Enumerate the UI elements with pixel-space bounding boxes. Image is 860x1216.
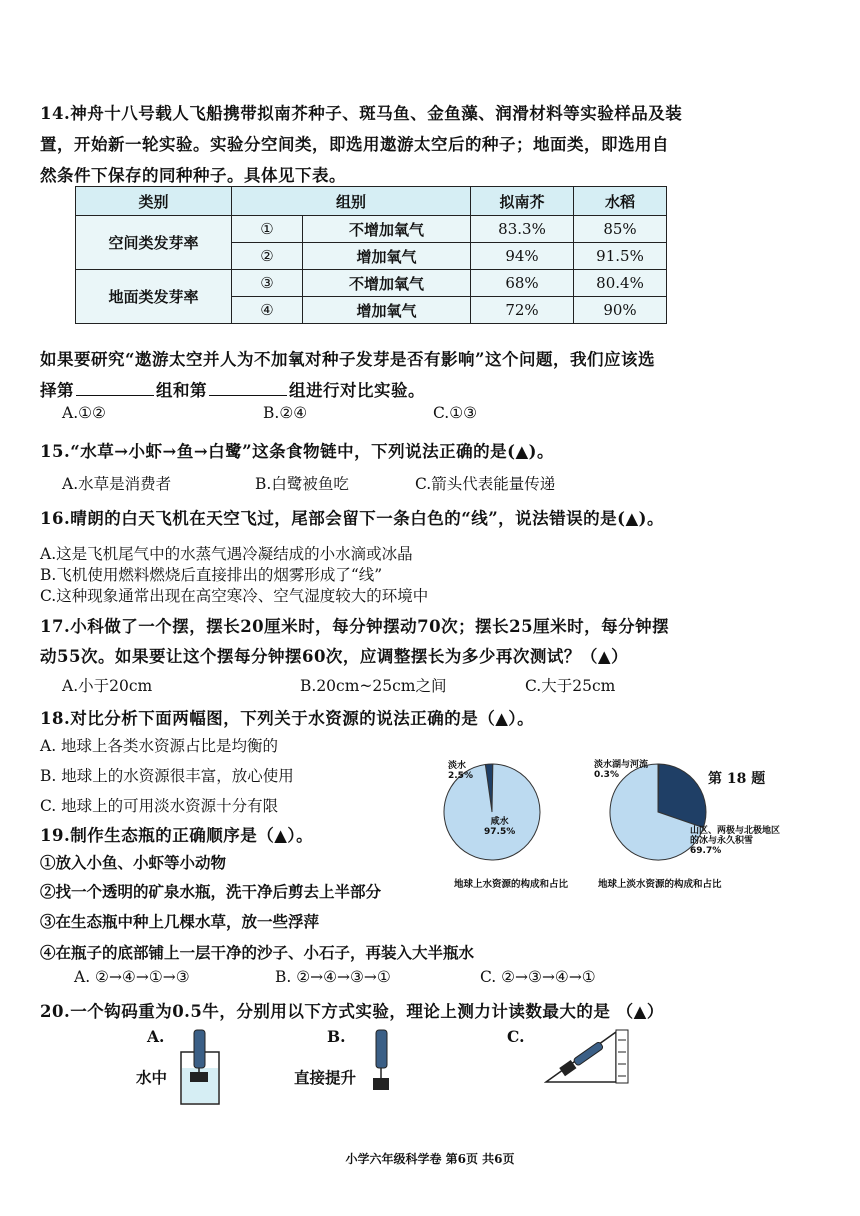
q19-step-3: ③在生态瓶中种上几棵水草，放一些浮萍 [40, 912, 320, 931]
table-cell-value: 72% [471, 297, 574, 324]
q14-option-b[interactable]: B.②④ [263, 404, 308, 422]
table-cell-value: 91.5% [574, 243, 667, 270]
table-header-arabidopsis: 拟南芥 [471, 187, 574, 216]
q16-stem: 16.晴朗的白天飞机在天空飞过，尾部会留下一条白色的“线”，说法错误的是(▲)。 [40, 509, 664, 528]
q20-stem: 20.一个钩码重为0.5牛，分别用以下方式实验，理论上测力计读数最大的是 （▲） [40, 1002, 664, 1021]
q15-option-c[interactable]: C.箭头代表能量传递 [415, 475, 556, 493]
table-header-group: 组别 [232, 187, 471, 216]
answer-blank-2[interactable] [209, 381, 287, 396]
beaker-spring-scale-illustration [176, 1028, 224, 1108]
pie1-caption: 地球上水资源的构成和占比 [454, 879, 569, 890]
table-cell-category: 地面类发芽率 [76, 270, 232, 324]
table-row [76, 270, 667, 297]
table-cell-value: 83.3% [471, 216, 574, 243]
q17-option-c[interactable]: C.大于25cm [525, 677, 616, 695]
table-cell-num: ① [232, 216, 303, 243]
q18-option-b[interactable]: B. 地球上的水资源很丰富，放心使用 [40, 767, 294, 785]
q17-stem-line1: 17.小科做了一个摆，摆长20厘米时，每分钟摆动70次；摆长25厘米时，每分钟摆 [40, 617, 670, 636]
table-cell-value: 80.4% [574, 270, 667, 297]
q16-option-b[interactable]: B.飞机使用燃料燃烧后直接排出的烟雾形成了“线” [40, 566, 383, 584]
q18-option-c[interactable]: C. 地球上的可用淡水资源十分有限 [40, 797, 279, 815]
q15-option-a[interactable]: A.水草是消费者 [62, 475, 172, 493]
q14-blank-mid: 组和第 [156, 381, 207, 400]
table-cell-condition: 增加氧气 [303, 297, 471, 324]
answer-blank-1[interactable] [76, 381, 154, 396]
q14-stem-line1: 14.神舟十八号载人飞船携带拟南芥种子、斑马鱼、金鱼藻、润滑材料等实验样品及装 [40, 104, 683, 123]
table-header-category: 类别 [76, 187, 232, 216]
q19-step-4: ④在瓶子的底部铺上一层干净的沙子、小石子，再装入大半瓶水 [40, 943, 475, 962]
table-header-rice: 水稻 [574, 187, 667, 216]
table-cell-value: 85% [574, 216, 667, 243]
table-cell-value: 68% [471, 270, 574, 297]
germination-table [75, 186, 667, 324]
q17-option-b[interactable]: B.20cm~25cm之间 [300, 677, 447, 695]
table-cell-condition: 不增加氧气 [303, 216, 471, 243]
q19-stem: 19.制作生态瓶的正确顺序是（▲）。 [40, 826, 314, 845]
q16-option-a[interactable]: A.这是飞机尾气中的水蒸气遇冷凝结成的小水滴或冰晶 [40, 545, 413, 563]
table-cell-num: ④ [232, 297, 303, 324]
pie1-label-salt: 咸水 97.5% [484, 817, 516, 837]
table-row [76, 216, 667, 243]
q17-stem-line2: 动55次。如果要让这个摆每分钟摆60次，应调整摆长为多少再次测试？（▲） [40, 647, 629, 666]
q15-option-b[interactable]: B.白鹭被鱼吃 [255, 475, 349, 493]
table-cell-value: 94% [471, 243, 574, 270]
table-cell-condition: 不增加氧气 [303, 270, 471, 297]
q15-stem: 15.“水草→小虾→鱼→白鹭”这条食物链中，下列说法正确的是(▲)。 [40, 442, 554, 461]
q20-option-c-label[interactable]: C. [507, 1027, 525, 1046]
page-footer: 小学六年级科学卷 第6页 共6页 [345, 1152, 515, 1166]
q14-stem-line3: 然条件下保存的同种种子。具体见下表。 [40, 166, 346, 185]
pie2-label-lakes: 淡水湖与河流0.3% [594, 760, 649, 780]
table-cell-num: ② [232, 243, 303, 270]
pie2-caption: 地球上淡水资源的构成和占比 [598, 879, 722, 890]
q20-caption-lift: 直接提升 [294, 1068, 357, 1087]
q19-option-a[interactable]: A. ②→④→①→③ [74, 968, 190, 986]
q14-blank-suffix: 组进行对比实验。 [289, 381, 425, 400]
direct-lift-spring-scale-illustration [366, 1028, 396, 1098]
pie1-label-fresh: 淡水 2.5% [448, 761, 473, 781]
q14-question-line: 如果要研究“遨游太空并人为不加氧对种子发芽是否有影响”这个问题，我们应该选 [40, 350, 655, 369]
inclined-plane-illustration [544, 1026, 632, 1086]
q16-option-c[interactable]: C.这种现象通常出现在高空寒冷、空气湿度较大的环境中 [40, 587, 429, 605]
table-cell-num: ③ [232, 270, 303, 297]
q20-option-a-label[interactable]: A. [147, 1027, 165, 1046]
pie2-label-ice: 山区、两极与北极地区的冰与永久积雪69.7% [690, 826, 781, 856]
table-cell-condition: 增加氧气 [303, 243, 471, 270]
q20-caption-water: 水中 [136, 1068, 168, 1087]
q18-stem: 18.对比分析下面两幅图，下列关于水资源的说法正确的是（▲）。 [40, 709, 535, 728]
q19-step-1: ①放入小鱼、小虾等小动物 [40, 853, 227, 872]
q14-blank-line [40, 377, 425, 401]
q14-option-a[interactable]: A.①② [62, 404, 106, 422]
q19-step-2: ②找一个透明的矿泉水瓶，洗干净后剪去上半部分 [40, 882, 382, 901]
q18-option-a[interactable]: A. 地球上各类水资源占比是均衡的 [40, 737, 279, 755]
q20-option-b-label[interactable]: B. [327, 1027, 346, 1046]
table-cell-category: 空间类发芽率 [76, 216, 232, 270]
q19-option-b[interactable]: B. ②→④→③→① [275, 968, 391, 986]
q14-stem-line2: 置，开始新一轮实验。实验分空间类，即选用遨游太空后的种子；地面类，即选用自 [40, 135, 669, 154]
q14-blank-prefix: 择第 [40, 381, 74, 400]
q17-option-a[interactable]: A.小于20cm [62, 677, 153, 695]
table-cell-value: 90% [574, 297, 667, 324]
q18-tag: 第 18 题 [708, 771, 766, 787]
q14-option-c[interactable]: C.①③ [433, 404, 478, 422]
q19-option-c[interactable]: C. ②→③→④→① [480, 968, 596, 986]
